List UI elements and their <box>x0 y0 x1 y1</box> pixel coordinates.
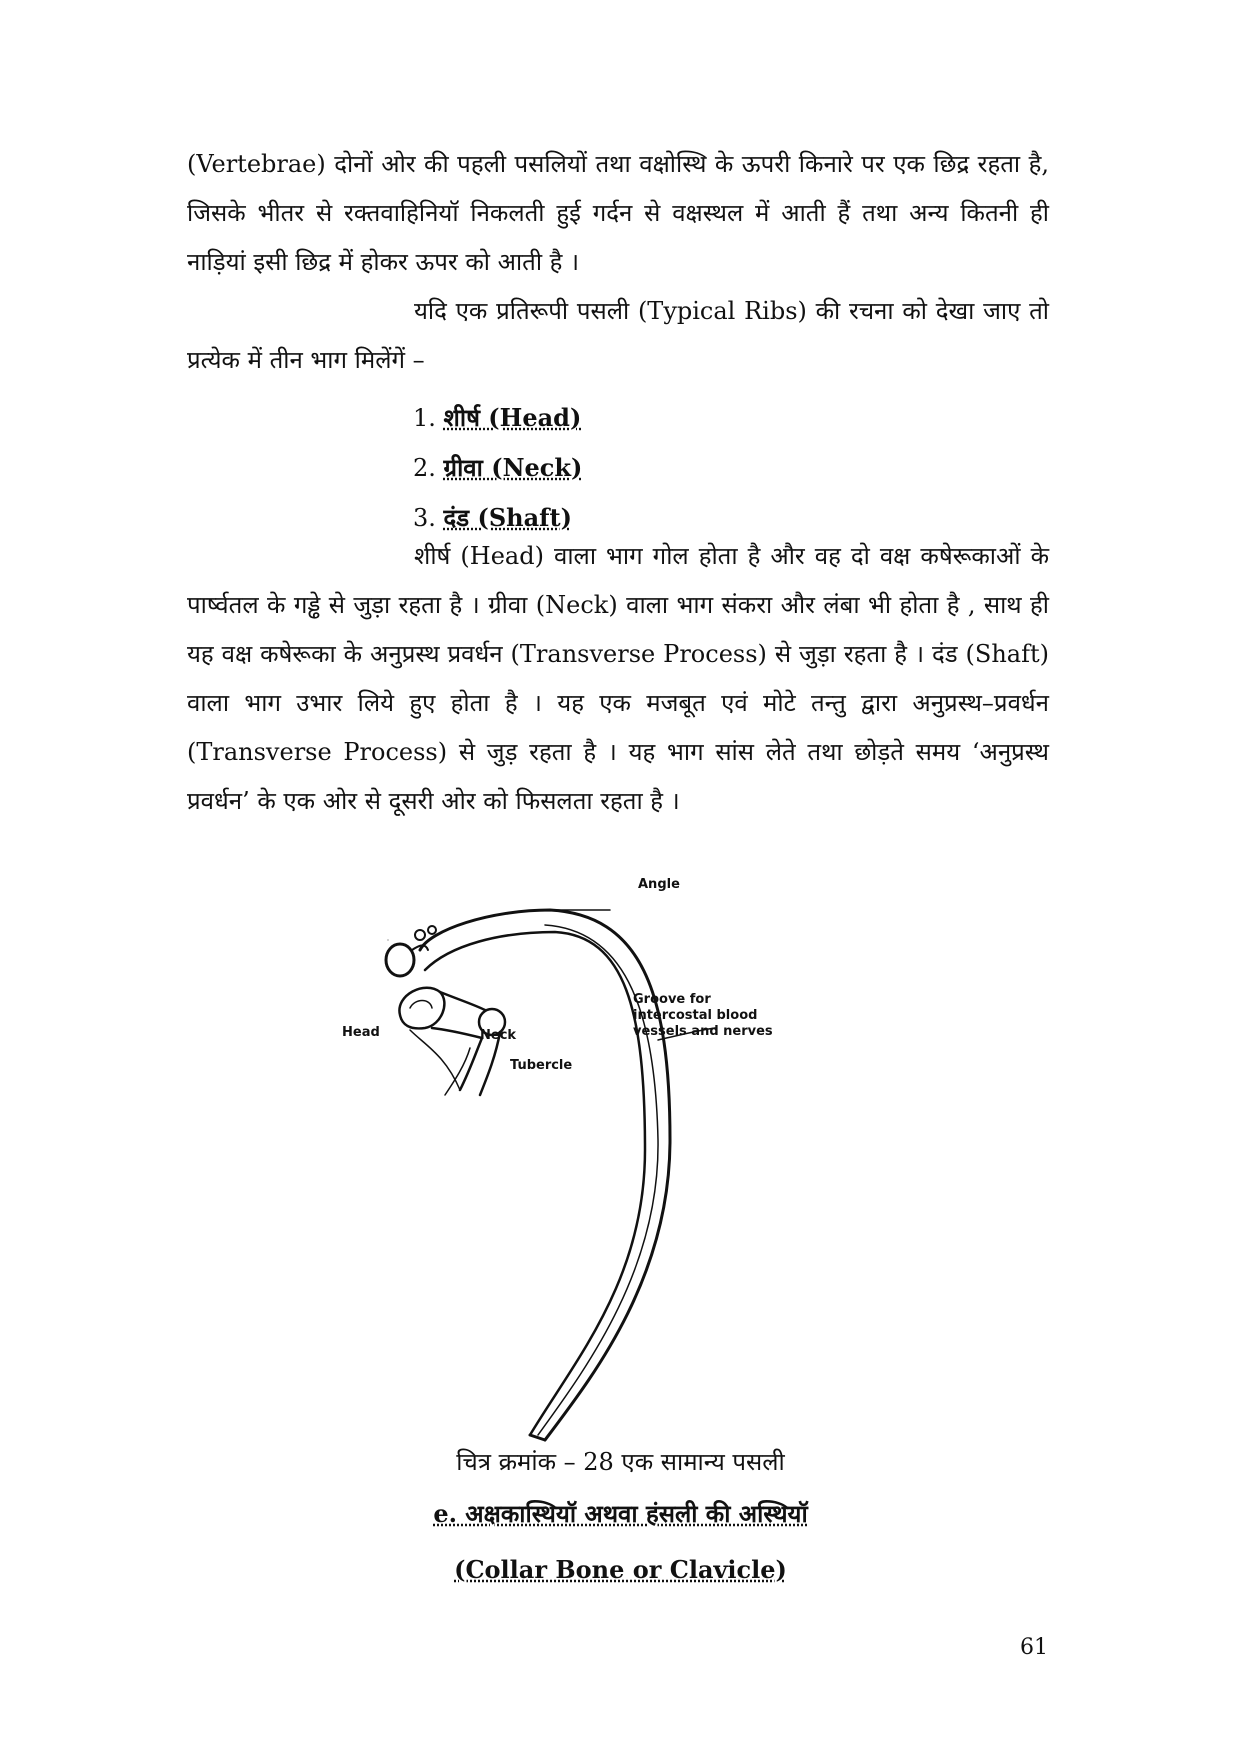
rib-head-end <box>386 944 414 976</box>
paragraph-rib-description: शीर्ष (Head) वाला भाग गोल होता है और वह दो वक्ष कषेरूकाओं के पार्ष्वतल के गड्ढे से जुड़ा रहता है । ग्रीवा (Neck) वाला भाग संकरा और लंबा भी होता है , साथ ही यह वक्ष कषेरूका के अनुप्रस्थ प्रवर्धन (Transverse Process) से जुड़ा रहता है । दंड (Shaft) वाला भाग उभार लिये हुए होता है । यह एक मजबूत एवं मोटे तन्तु द्वारा अनुप्रस्थ–प्रवर्धन (Transverse Process) से जुड़ रहता है । यह भाग सांस लेते तथा छोड़ते समय ‘अनुप्रस्थ प्रवर्धन’ के एक ओर से दूसरी ओर को फिसलता रहता है । <box>187 542 1049 815</box>
rib-inner-edge <box>425 932 645 1435</box>
list-label-neck: ग्रीवा (Neck) <box>443 453 583 482</box>
list-number: 2. <box>413 454 436 482</box>
label-groove: Groove for intercostal blood vessels and nerves <box>633 992 773 1039</box>
paragraph-typical-ribs: यदि एक प्रतिरूपी पसली (Typical Ribs) की रचना को देखा जाए तो प्रत्येक में तीन भाग मिलेंगें – <box>187 297 1049 374</box>
list-number: 3. <box>413 504 436 532</box>
label-neck: Neck <box>480 1028 517 1043</box>
page-number: 61 <box>1020 1635 1048 1660</box>
rib-figure <box>342 877 890 1460</box>
paragraph-intro: (Vertebrae) दोनों ओर की पहली पसलियों तथा वक्षोस्थि के ऊपरी किनारे पर एक छिद्र रहता है, जिसके भीतर से रक्तवाहिनियॉ निकलती हुई गर्दन से वक्षस्थल में आती हैं तथा अन्य कितनी ही नाड़ियां इसी छिद्र में होकर ऊपर को आती है । <box>187 150 1049 276</box>
list-item <box>413 443 582 493</box>
section-title-hindi: e. अक्षकास्थियॉ अथवा हंसली की अस्थियॉ <box>433 1499 808 1528</box>
label-head: Head <box>342 1025 380 1040</box>
label-angle: Angle <box>638 877 680 892</box>
label-tubercle: Tubercle <box>510 1058 573 1073</box>
figure-caption: चित्र क्रमांक – 28 एक सामान्य पसली <box>456 1448 785 1476</box>
list-item <box>413 393 582 443</box>
list-label-shaft: दंड (Shaft) <box>443 503 572 532</box>
section-title-english: (Collar Bone or Clavicle) <box>454 1555 787 1584</box>
rib-illustration <box>370 880 890 1460</box>
head-neck-inset <box>400 923 445 962</box>
list-number: 1. <box>413 404 436 432</box>
rib-parts-list <box>413 393 582 543</box>
list-label-head: शीर्ष (Head) <box>443 403 582 432</box>
